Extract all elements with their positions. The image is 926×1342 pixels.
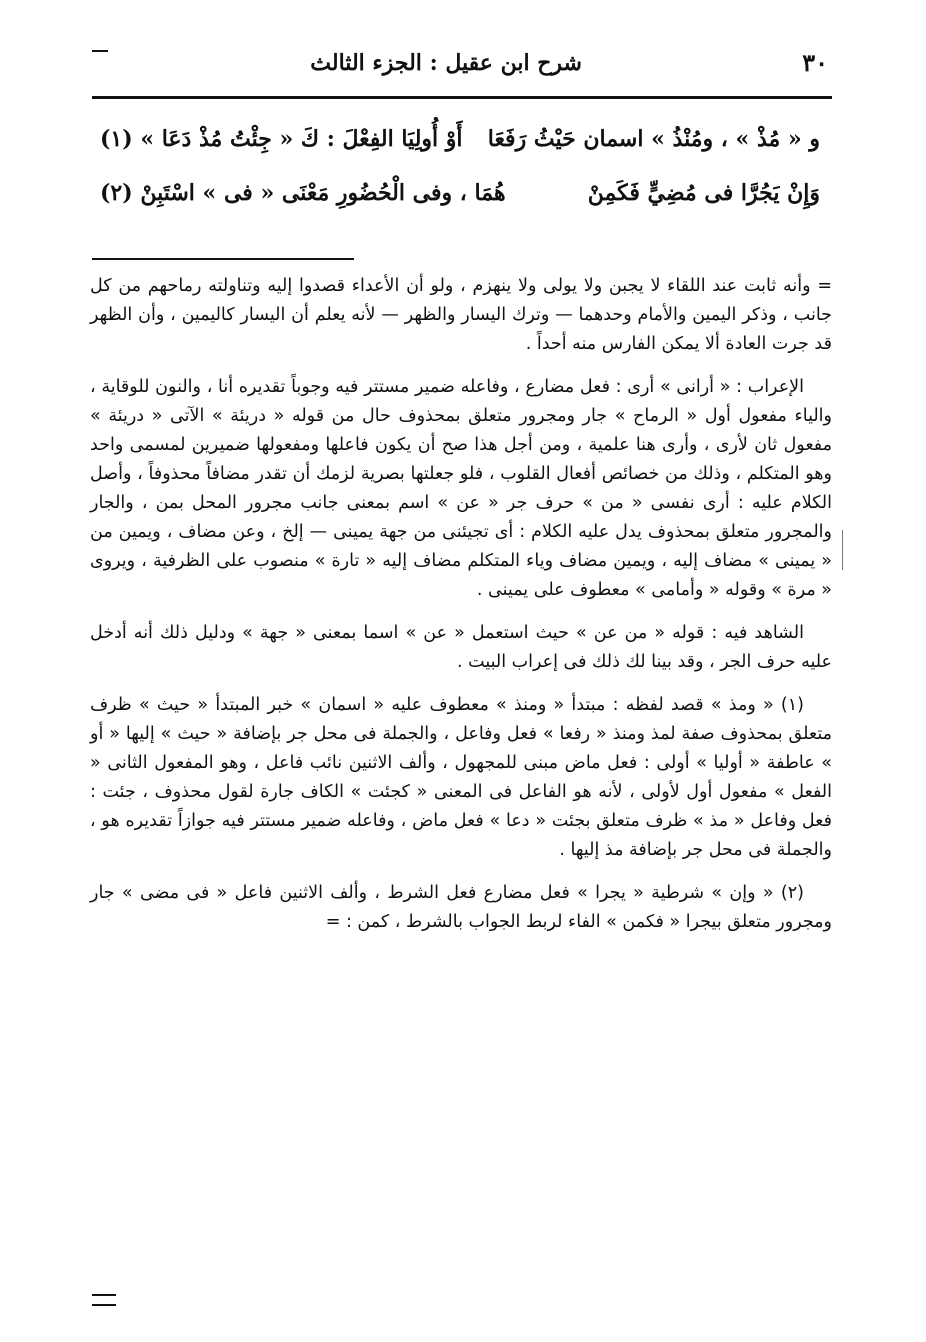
verse-block xyxy=(100,118,820,226)
verse-first-hemistich: و « مُذْ » ، ومُنْذُ » اسمان حَيْثُ رَفَعَا xyxy=(487,126,820,152)
footnote-separator xyxy=(92,258,354,260)
margin-mark xyxy=(842,530,843,570)
continuation-mark xyxy=(92,1294,116,1306)
page-header xyxy=(92,40,832,90)
header-dash xyxy=(92,50,108,52)
paragraph-evidence: الشاهد فيه : قوله « من عن » حيث استعمل « عن » اسما بمعنى « جهة » ودليل ذلك أنه أدخل عليه حرف الجر ، وقد بينا لك ذلك فى إعراب البيت . xyxy=(90,623,832,672)
verse-line xyxy=(100,172,820,226)
footnote-1: (١) « ومذ » قصد لفظه : مبتدأ « ومنذ » معطوف عليه « اسمان » خبر المبتدأ « حيث » ظرف متعلق بمحذوف صفة لمذ ومنذ « رفعا » فعل وفاعل ، والجملة فى محل جر بإضافة « حيث » إليها « أو » عاطفة « أوليا » أولى : فعل ماض مبنى للمجهول ، وألف الاثنين نائب فاعل ، وهو المفعول الثانى « الفعل » مفعول أول لأولى ، لأنه هو الفاعل فى المعنى « كجئت » الكاف جارة لقول محذوف ، جئت : فعل وفاعل « مذ » ظرف متعلق بجئت « دعا » فعل ماض ، وفاعله ضمير مستتر فيه جوازاً تقديره هو ، والجملة فى محل جر بإضافة مذ إليها . xyxy=(90,695,832,860)
verse-second-hemistich: أَوْ أُولِيَا الفِعْلَ : كَ « جِئْتُ مُذْ دَعَا » (١) xyxy=(100,126,463,152)
header-rule xyxy=(92,96,832,99)
verse-second-hemistich: هُمَا ، وفى الْحُضُورِ مَعْنَى « فى » اسْتَبِنْ (٢) xyxy=(100,180,506,206)
verse-first-hemistich: وَإِنْ يَجُرَّا فى مُضِيٍّ فَكَمِنْ xyxy=(587,180,820,206)
paragraph-grammar-analysis: الإعراب : « أرانى » أرى : فعل مضارع ، وفاعله ضمير مستتر فيه وجوباً تقديره أنا ، والنون للوقاية ، والياء مفعول أول « الرماح » جار ومجرور متعلق بمحذوف حال من قوله « دريئة » الآتى « دريئة » مفعول ثان لأرى ، وأرى هنا علمية ، ومن أجل هذا صح أن يكون فاعلها ومفعولها ضميرين لمسمى واحد وهو المتكلم ، وذلك من خصائص أفعال القلوب ، فلو جعلتها بصرية لزمك أن تقدر مضافاً محذوفاً ، وأصل الكلام عليه : أرى نفسى « من » حرف جر « عن » اسم بمعنى جانب مجرور المحل بمن ، والجار والمجرور متعلق بمحذوف يدل عليه الكلام : أى تجيئنى من جهة يمينى — إلخ ، وعن مضاف ، ويمين من « يمينى » مضاف إليه ، ويمين مضاف وياء المتكلم مضاف إليه « تارة » منصوب على الظرفية ، ويروى « مرة » وقوله « وأمامى » معطوف على يمينى . xyxy=(90,377,832,600)
footnote-2: (٢) « وإن » شرطية « يجرا » فعل مضارع فعل الشرط ، وألف الاثنين فاعل « فى مضى » جار ومجرور متعلق بيجرا « فكمن » الفاء لربط الجواب بالشرط ، كمن : = xyxy=(90,883,832,932)
page-number: ٣٠ xyxy=(802,48,828,77)
verse-line xyxy=(100,118,820,172)
paragraph-continuation: = وأنه ثابت عند اللقاء لا يجبن ولا يولى ولا ينهزم ، ولو أن الأعداء قصدوا إليه وتناولته رماحهم من كل جانب ، وذكر اليمين والأمام وحدهما — وترك اليسار والظهر — لأنه يعلم أن اليسار كاليمين ، وأن الظهر قد جرت العادة ألا يمكن الفارس منه أحداً . xyxy=(90,276,832,354)
running-title: شرح ابن عقيل : الجزء الثالث xyxy=(310,50,582,76)
commentary-text xyxy=(90,272,832,951)
